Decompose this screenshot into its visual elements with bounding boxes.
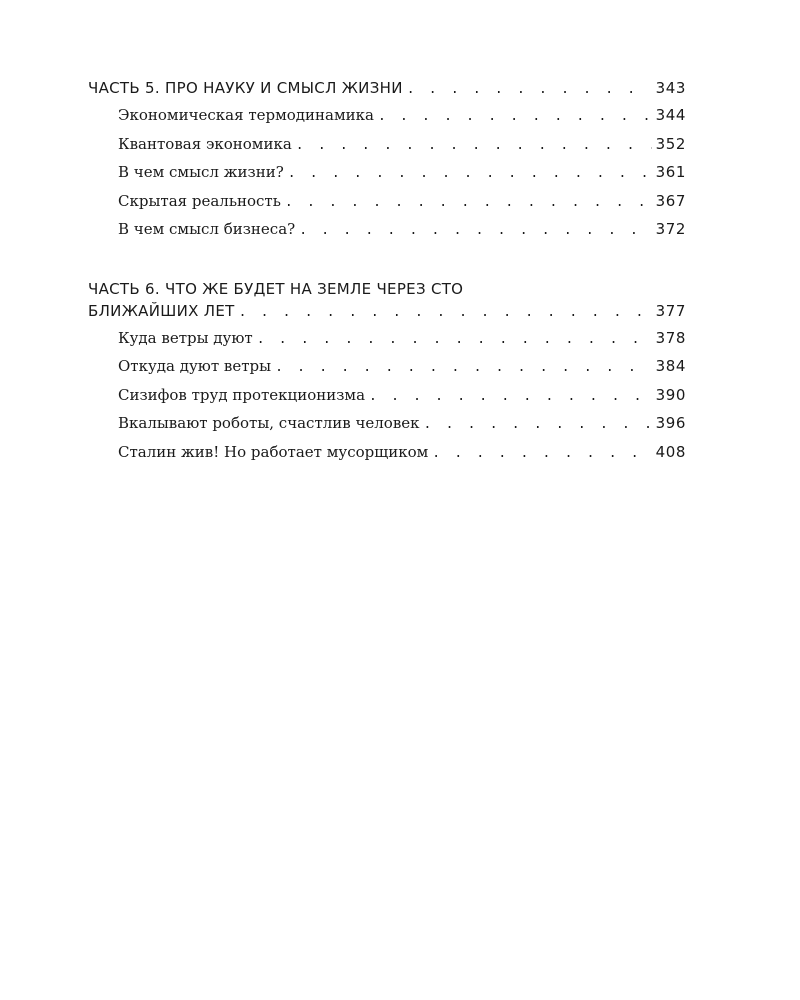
toc-entry[interactable] xyxy=(88,132,686,161)
toc-page-number: 377 xyxy=(655,301,686,320)
toc-entry-title: Экономическая термодинамика xyxy=(118,106,374,124)
toc-entry-title: Сталин жив! Но работает мусорщиком xyxy=(118,442,429,461)
toc-page-number: 343 xyxy=(655,79,686,97)
toc-leader-dots xyxy=(296,134,652,158)
toc-leader-dots xyxy=(432,442,651,466)
toc-page-number: 390 xyxy=(655,385,686,404)
toc-leader-dots xyxy=(424,413,652,437)
toc-entry[interactable] xyxy=(88,354,686,383)
toc-entry-title: Вкалывают роботы, счастлив человек xyxy=(118,414,420,432)
toc-entry[interactable] xyxy=(88,411,686,440)
toc-entry-title: Квантовая экономика xyxy=(118,134,292,153)
toc-leader-dots xyxy=(369,385,652,409)
toc-part-title-line: ЧАСТЬ 6. ЧТО ЖЕ БУДЕТ НА ЗЕМЛЕ ЧЕРЕЗ СТО xyxy=(88,279,464,298)
toc-page-number: 408 xyxy=(655,442,686,461)
table-of-contents xyxy=(88,76,686,502)
toc-page-number: 367 xyxy=(655,191,686,210)
toc-entry[interactable] xyxy=(88,326,686,355)
toc-page-number: 352 xyxy=(655,134,686,153)
toc-page-number: 372 xyxy=(655,220,686,238)
toc-page-number: 344 xyxy=(655,106,686,124)
toc-part-6 xyxy=(88,280,686,469)
toc-part-heading-line[interactable] xyxy=(88,280,686,299)
toc-entry-title: Скрытая реальность xyxy=(118,191,281,210)
toc-page-number: 396 xyxy=(655,414,686,432)
toc-entry[interactable] xyxy=(88,440,686,469)
toc-page-number: 361 xyxy=(655,163,686,181)
toc-entry[interactable] xyxy=(88,217,686,246)
toc-entry[interactable] xyxy=(88,383,686,412)
toc-part-title: ЧАСТЬ 5. ПРО НАУКУ И СМЫСЛ ЖИЗНИ xyxy=(88,79,403,97)
toc-leader-dots xyxy=(378,105,652,129)
toc-leader-dots xyxy=(285,191,652,215)
toc-leader-dots xyxy=(299,219,651,243)
toc-part-heading[interactable] xyxy=(88,76,686,103)
toc-entry-title: Куда ветры дуют xyxy=(118,328,253,347)
toc-part-heading[interactable] xyxy=(88,299,686,326)
toc-entry[interactable] xyxy=(88,103,686,132)
toc-leader-dots xyxy=(275,356,651,380)
toc-page-number: 384 xyxy=(655,357,686,375)
toc-entry-title: Откуда дуют ветры xyxy=(118,357,272,375)
toc-page-number: 378 xyxy=(655,328,686,347)
toc-leader-dots xyxy=(239,301,652,325)
toc-leader-dots xyxy=(407,78,652,102)
toc-entry-title: Сизифов труд протекционизма xyxy=(118,385,366,404)
toc-entry-title: В чем смысл жизни? xyxy=(118,163,284,181)
toc-entry-title: В чем смысл бизнеса? xyxy=(118,220,296,238)
toc-entry[interactable] xyxy=(88,189,686,218)
toc-part-title: БЛИЖАЙШИХ ЛЕТ xyxy=(88,301,235,320)
toc-part-5 xyxy=(88,76,686,246)
toc-leader-dots xyxy=(288,162,652,186)
toc-leader-dots xyxy=(257,328,652,352)
toc-entry[interactable] xyxy=(88,160,686,189)
